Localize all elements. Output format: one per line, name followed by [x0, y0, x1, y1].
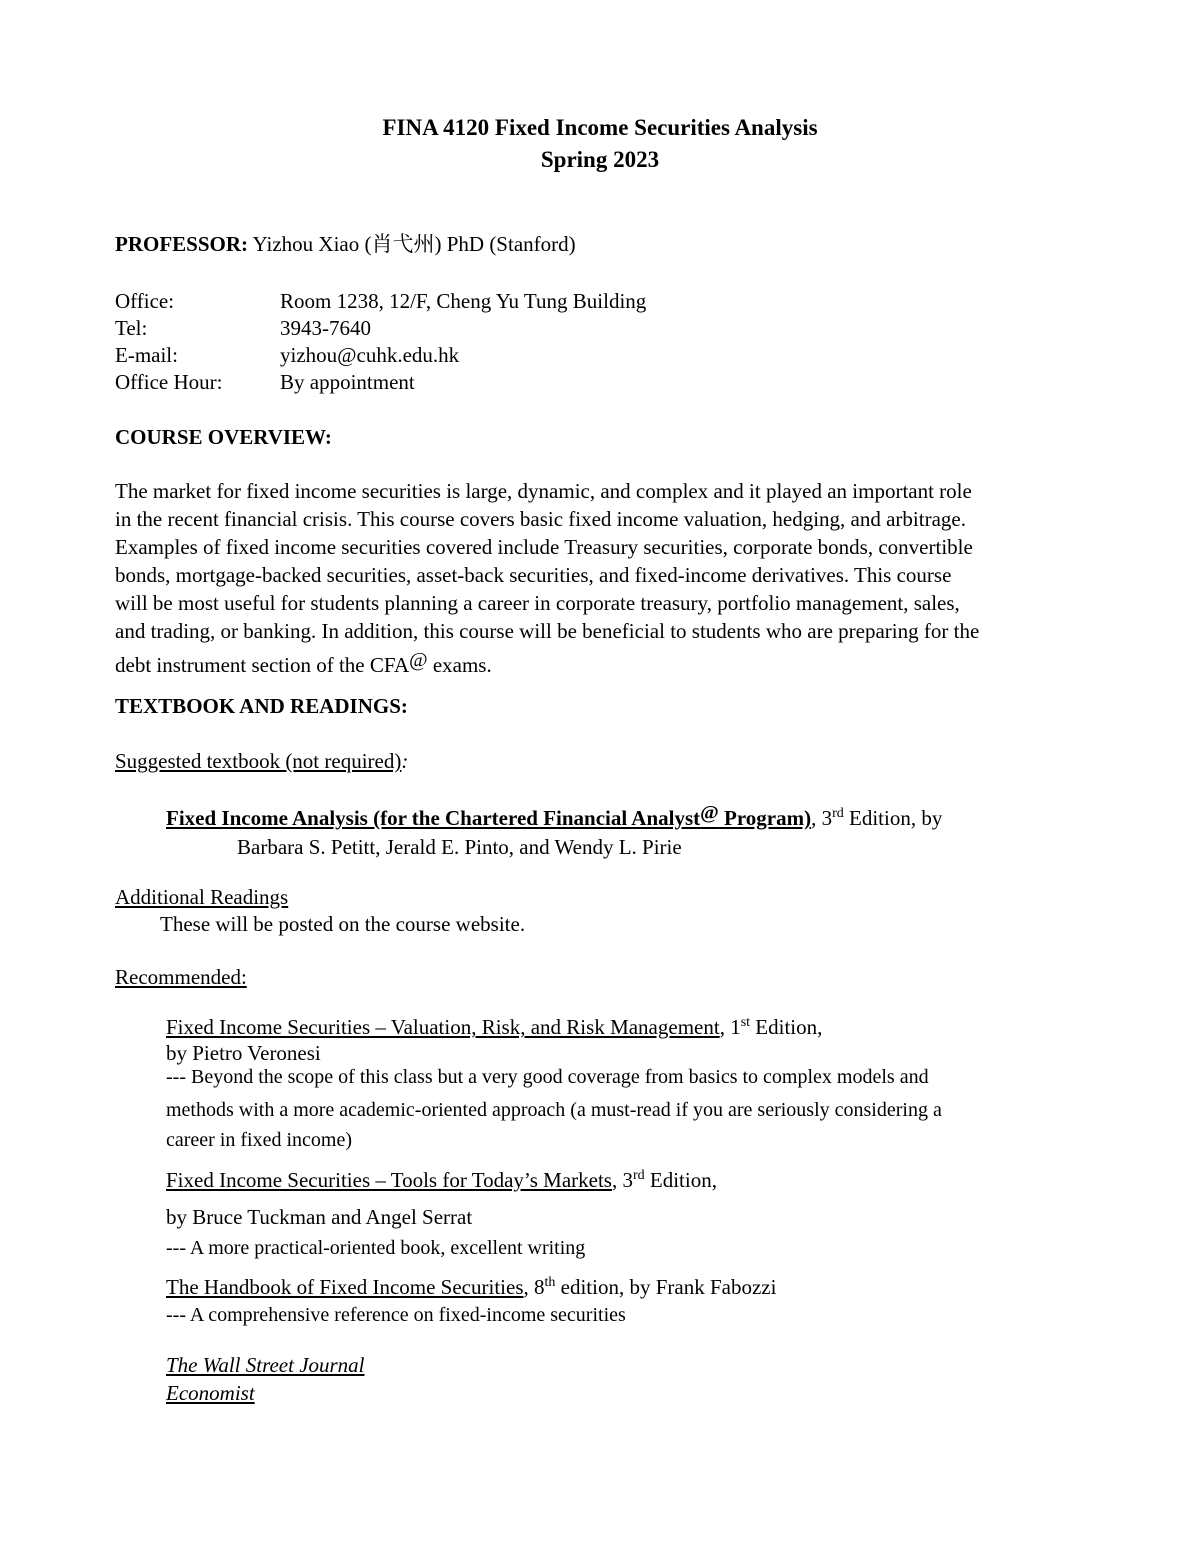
periodical: Economist [166, 1381, 255, 1405]
readings-heading: TEXTBOOK AND READINGS: [115, 694, 408, 718]
recommended-item-title [166, 1015, 822, 1039]
office-hour-label: Office Hour: [115, 370, 223, 394]
overview-line: in the recent financial crisis. This course covers basic fixed income valuation, hedging, and arbitrage. [115, 507, 966, 531]
recommended-item-title [166, 1168, 717, 1192]
book-edition-post: Edition, [644, 1168, 717, 1192]
textbook-edition-sup: rd [832, 806, 844, 821]
textbook-edition-post: Edition, by [843, 806, 943, 830]
textbook-title-line [166, 802, 943, 830]
overview-line: bonds, mortgage-backed securities, asset-back securities, and fixed-income derivatives. This course [115, 563, 952, 587]
tel-value: 3943-7640 [280, 316, 371, 340]
book-title: Fixed Income Securities – Tools for Today’s Markets [166, 1168, 612, 1192]
book-edition-sup: st [740, 1015, 751, 1030]
email-value: yizhou@cuhk.edu.hk [280, 343, 460, 367]
book-edition-sup: th [544, 1275, 556, 1290]
book-edition-pre: , 3 [611, 1168, 633, 1192]
email-label: E-mail: [115, 343, 178, 367]
book-edition-pre: , 8 [523, 1275, 545, 1299]
periodical: The Wall Street Journal [166, 1353, 365, 1377]
additional-label: Additional Readings [115, 885, 289, 909]
overview-last-line [115, 649, 492, 677]
recommended-item-title [166, 1275, 776, 1299]
recommended-label: Recommended: [115, 965, 247, 989]
office-hour-value: By appointment [280, 370, 415, 394]
course-title: FINA 4120 Fixed Income Securities Analysis [382, 115, 818, 140]
textbook-title-post: Program) [718, 806, 812, 830]
professor-line [115, 232, 576, 256]
overview-last-post: exams. [427, 653, 492, 677]
additional-text: These will be posted on the course website. [160, 912, 526, 936]
office-value: Room 1238, 12/F, Cheng Yu Tung Building [280, 289, 647, 313]
cfa-mark: @ [409, 649, 428, 671]
book-note: career in fixed income) [166, 1129, 353, 1151]
book-edition-post: Edition, [750, 1015, 823, 1039]
course-term: Spring 2023 [540, 147, 660, 172]
book-note: --- A comprehensive reference on fixed-income securities [166, 1304, 626, 1326]
professor-name: Yizhou Xiao (肖弋州) PhD (Stanford) [252, 232, 576, 256]
tel-label: Tel: [115, 316, 148, 340]
book-edition-pre: , 1 [719, 1015, 741, 1039]
professor-label: PROFESSOR: [115, 232, 249, 256]
book-title: Fixed Income Securities – Valuation, Risk, and Risk Management [166, 1015, 720, 1039]
suggested-text: Suggested textbook (not required) [115, 749, 402, 773]
suggested-label [115, 749, 408, 773]
office-label: Office: [115, 289, 175, 313]
textbook-cfa-mark: @ [700, 802, 719, 824]
textbook-edition-pre: , 3 [811, 806, 833, 830]
book-edition-post: edition, by Frank Fabozzi [555, 1275, 777, 1299]
book-title: The Handbook of Fixed Income Securities [166, 1275, 524, 1299]
textbook-title [166, 802, 812, 830]
book-note: --- Beyond the scope of this class but a very good coverage from basics to complex models and [166, 1066, 929, 1088]
book-note: methods with a more academic-oriented approach (a must-read if you are seriously considering a [166, 1099, 942, 1121]
overview-heading: COURSE OVERVIEW: [115, 425, 332, 449]
overview-line: Examples of fixed income securities covered include Treasury securities, corporate bonds, convertible [115, 535, 973, 559]
overview-line: and trading, or banking. In addition, this course will be beneficial to students who are preparing for the [115, 619, 980, 643]
overview-last-pre: debt instrument section of the CFA [115, 653, 410, 677]
book-author: by Pietro Veronesi [166, 1041, 321, 1065]
book-author: by Bruce Tuckman and Angel Serrat [166, 1205, 473, 1229]
overview-line: will be most useful for students planning a career in corporate treasury, portfolio management, sales, [115, 591, 960, 615]
overview-line: The market for fixed income securities is large, dynamic, and complex and it played an important role [115, 479, 972, 503]
textbook-authors: Barbara S. Petitt, Jerald E. Pinto, and Wendy L. Pirie [237, 835, 682, 859]
book-edition-sup: rd [632, 1168, 645, 1183]
textbook-title-pre: Fixed Income Analysis (for the Chartered Financial Analyst [166, 806, 701, 830]
book-note: --- A more practical-oriented book, excellent writing [166, 1237, 586, 1259]
suggested-colon: : [401, 749, 409, 773]
